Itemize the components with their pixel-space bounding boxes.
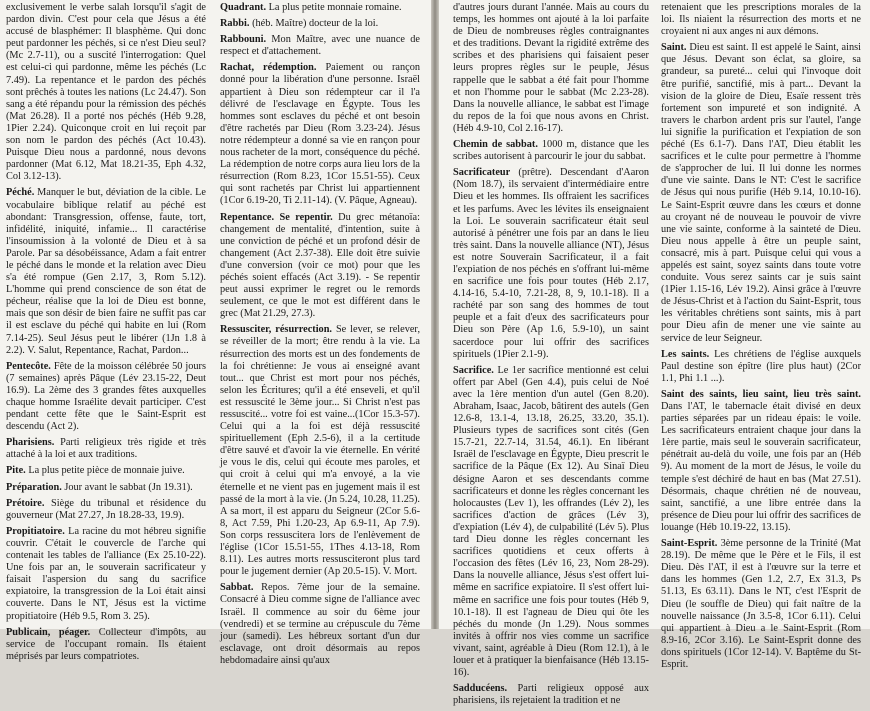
entry-definition: Les chrétiens de l'église auxquels Paul destine son épître (lire plus haut) (2Cor 1.1, Phi 1.1 ...). [661,348,861,384]
entry-definition: Se lever, se relever, se réveiller de la mort; être rendu à la vie. La résurrection des morts est un des fondements de la foi chrétienne: Je vous ai enseigné avant tout... que Christ est mort pour nos péchés, selon les Écritures; qu'il a été enseveli, et qu'il est ressuscité le 3ème jour... Si Christ n'est pas ressuscité... votre foi est vaine...(1Cor 15.3-57). Celui qui a la foi est déjà ressuscité spirituellement (Eph 2.5-6), il a la certitude d'être sauvé et d'avoir la vie éternelle. En vérité je vous le dis, celui qui écoute mes paroles, et qui croit à celui qui m'a envoyé, a la vie éternelle et ne vient pas en jugement mais il est passé de la mort à la vie. (Jn 5.24, 10.28, 11.25). A sa mort, il est apparu du Seigneur (2Cor 5.6-8, Act 7.59, Phi 1.20-23, Ap 6.9-11, Ap 7.9). Son corps ressuscitera lors de l'enlèvement de l'église (1Cor 15.51-55, 1Thes 4.13-18, Rom 8.11). Les autres morts ressusciteront plus tard pour le jugement dernier (Ap 20.5-15). V. Mort. [220,324,421,578]
entry-term: Repentance. Se repentir. [220,211,333,223]
entry-definition: Parti religieux très rigide et très attaché à la loi et aux traditions. [6,437,206,461]
entry-term: Sabbat. [220,582,254,594]
glossary-entry [6,465,206,477]
glossary-entry [220,2,420,14]
entry-term: Saint. [661,42,687,54]
glossary-entry [6,526,206,623]
left-page-column-1 [6,2,206,667]
entry-definition: Jour avant le sabbat (Jn 19.31). [64,481,193,493]
entry-definition: La plus petite pièce de monnaie juive. [28,465,185,477]
glossary-entry [661,42,861,344]
glossary-entry [661,2,861,38]
entry-term: Rachat, rédemption. [220,62,317,74]
glossary-entry [661,389,861,534]
glossary-entry [453,2,649,135]
glossary-entry [453,683,649,707]
glossary-entry [220,324,420,578]
left-page [0,0,431,666]
entry-term: Péché. [6,187,35,199]
entry-definition: Dieu est saint. Il est appelé le Saint, ainsi que Jésus. Devant son éclat, sa gloire, sa grandeur, sa pureté... celui qui l'invoque doit être purifié, sanctifié, mis à part... Devant la vision de la gloire de Dieu, Esaïe ressent très fortement son impureté et son indignité. A travers le charbon ardent pris sur l'autel, l'ange lui signifie la purification et l'expiation de son péché (Es 6.1-7). Dans l'AT, Dieu établit les sacrifices et le culte pour permettre à l'homme de s'approcher de lui. Il lui donne les normes d'une vie sainte. Dans le NT: C'est le sacrifice de Jésus qui nous purifie (Héb 9.14, 10.10-16). Le Saint-Esprit œuvre dans les cœurs et donne au croyant né de nouveau le pouvoir de vivre une vie sainte, conforme à la sainteté de Dieu. Dieu nous appelle à être un peuple saint, consacré, mis à part. Puisque celui qui vous a appelés est saint, soyez saints dans toute votre conduite. Vous serez saints car je suis saint (1Pier 1.15-16, Lév 19.2). Ainsi grâce à l'œuvre de Jésus-Christ et à l'action du Saint-Esprit, tous les véritables chrétiens sont saints, mis à part pour Dieu afin de mener une vie sainte au service de leur Seigneur. [661,42,861,344]
entry-definition: retenaient que les prescriptions morales de la loi. Ils niaient la résurrection des morts et ne croyaient ni aux anges ni aux démons. [661,2,861,38]
entry-definition: (prêtre). Descendant d'Aaron (Nom 18.7), ils servaient d'intermédiaire entre Dieu et les hommes. Ils offraient les sacrifices et les parfums. Avec les lévites ils enseignaient la Loi. Le souverain sacrificateur était seul autorisé à pénétrer une fois par an dans le lieu très saint. Dans la nouvelle alliance (NT), Jésus est notre Souverain Sacrificateur, il a fait l'expiation de nos péchés en s'offrant lui-même en sacrifice une fois pour toutes (Héb 2.17, 4.14-16, 5.4-10, 7.21-28, 8, 9, 10.1-18). Il a rachété par son sang des hommes de tout peuple et a fait d'eux des sacrificateurs pour Dieu son Père (Ap 1.6, 5.9-10), un saint sacerdoce pour lui offrir des sacrifices spirituels (1Pier 2.1-9). [453,167,649,360]
glossary-entry [6,187,206,356]
entry-definition: Siège du tribunal et résidence du gouverneur (Mat 27.27, Jn 18.28-33, 19.9). [6,497,206,521]
glossary-entry [6,2,206,183]
glossary-entry [6,627,206,663]
entry-term: Sacrificateur [453,167,511,179]
glossary-entry [6,498,206,522]
entry-definition: 3ème personne de la Trinité (Mat 28.19). De même que le Père et le Fils, il est Dieu. Dès l'AT, il est à l'œuvre sur la terre et dans les hommes (Gen 1.2, 2.7, Ex 31.3, Ps 51.13, Es 63.11). Dans le NT, c'est l'Esprit de Dieu (le souffle de Dieu) qui fait naître de la nouvelle naissance (Jn 3.5-8, 1Cor 6.11). Celui qui appartient à Dieu a le Saint-Esprit (Rom 8.9-16, 2Cor 3.16). Le Saint-Esprit donne des dons spirituels (1Cor 12-14). V. Baptême du St-Esprit. [661,538,861,670]
entry-definition: Du grec métanoïa: changement de mentalité, d'intention, suite à une conviction de péché et un profond désir de changement (Act 2.37-38). Elle doit être suivie d'une conversion (voir ce mot) pour que les péchés soient effacés (Act 3.19). - Se repentir peut aussi exprimer le regret ou le remords seulement, ce que le mot est différent dans le grec (Mat 21.29, 27.3). [220,211,420,320]
entry-definition: exclusivement le verbe salah lorsqu'il s'agit de pardon divin. C'est pour cela que Jésus a été accusé de blasphémer: Il blasphème. Qui donc peut pardonner les péchés, si ce n'est Dieu seul? (Mc 2.7-11), ou a suscité l'interrogation: Quel est celui-ci qui pardonne, même les péchés (Lc 7.49). La repentance et le pardon des péchés sont prêchés à toutes les nations (Lc 24.47). Son sang a été répandu pour la rémission des péchés (Mat 26.28). Il a porté nos péchés (Héb 9.28, 1Pier 2.24). Quiconque croit en lui reçoit par son nom le pardon des péchés (Act 10.43). Puisque Dieu nous a pardonné, nous devons pardonner (Mat 6.12, Mat 18.21-35, Eph 4.32, Col 3.12-13). [6,2,206,183]
entry-definition: La racine du mot hébreu signifie couvrir. C'était le couvercle de l'arche qui contenait les tables de l'alliance (Ex 25.10-22). Une fois par an, le souverain sacrificateur y faisait l'aspersion du sang du sacrifice expiatoire, la transgression de la Loi était ainsi couverte. Dans le NT, Jésus est la victime propitiatoire (Héb 9.5, Rom 3. 25). [6,525,206,622]
entry-definition: Parti religieux opposé aux pharisiens, ils rejetaient la tradition et ne [453,683,650,707]
entry-definition: Repos. 7ème jour de la semaine. Consacré à Dieu comme signe de l'alliance avec Israël. Il commence au soir du 6ème jour (vendredi) et se termine au crépuscule du 7ème jour (samedi). Les hébreux sortant d'un dur esclavage, ont droit désormais au repos hebdomadaire ainsi qu'aux [220,582,420,666]
entry-term: Ressusciter, résurrection. [220,324,333,336]
entry-term: Pentecôte. [6,360,51,372]
entry-term: Pite. [6,465,26,477]
entry-definition: d'autres jours durant l'année. Mais au cours du temps, les hommes ont ajouté à la loi parfaite de Dieu de nombreuses règles contraignantes et des traditions. Devant la rigidité extrême des scribes et des pharisiens qui faisaient peser leurs propres règles sur le peuple, Jésus rappelle que le sabbat a été fait pour l'homme et non l'homme pour le sabbat (Mc 2.23-28). Dans la nouvelle alliance, le sabbat est l'image du repos de la foi que nous avons en Christ. (Héb 4.9-10, Col 2.16-17). [453,2,649,134]
entry-definition: La plus petite monnaie romaine. [268,2,402,13]
book-gutter [431,0,439,629]
entry-term: Saint des saints, lieu saint, lieu très saint. [661,388,861,400]
entry-term: Préparation. [6,481,62,493]
glossary-entry [6,361,206,434]
right-page-column-1 [453,2,649,711]
entry-term: Rabbouni. [220,34,267,46]
right-page-column-2 [661,2,861,675]
left-page-column-2 [220,2,420,671]
entry-term: Les saints. [661,348,710,360]
entry-definition: Fête de la moisson célébrée 50 jours (7 semaines) après Pâque (Lév 23.15-22, Deut 16.9). La 2ème des 3 grandes fêtes auxquelles chaque homme Israélite devait participer. C'est pendant cette fête que le Saint-Esprit est descendu (Act 2). [6,360,206,433]
right-page [439,0,870,707]
entry-term: Propitiatoire. [6,525,65,537]
entry-definition: Le 1er sacrifice mentionné est celui offert par Abel (Gen 4.4), puis celui de Noé avec la 1ère mention d'un autel (Gen 8.20). Abraham, Isaac, Jacob, bâtirent des autels (Gen 12.6-8, 13.1-4, 13.18, 26.25, 33.20, 35.1). Plusieurs types de sacrifices sont cités (Gen 15.7-21, 22.7-14, 31.54, 46.1). En libérant Israël de l'esclavage en Égypte, Dieu prescrit le sacrifice de la Pâque (Ex 12). Au Sinaï Dieu désigne Aaron et ses descendants comme sacrificateurs et donne les règles concernant les holocaustes (Lev 1), les offrandes (Lév 2), les sacrifices d'action de grâces (Lév 3), d'expiation (Lév 4), de culpabilité (Lév 5). Plus tard Dieu donne les règles concernant les sacrifices quotidiens et ceux offerts à l'occasion des fêtes (Lév 16, 23, Nom 28-29). Dans la nouvelle alliance, Jésus s'est offert lui-même en sacrifice expiatoire. Il s'est offert lui-même en sacrifice une fois pour toutes (Héb 9, 10.1-18). Il est l'agneau de Dieu qui ôte les péchés du monde (Jn 1.29). Nous sommes invités à offrir nos vies comme un sacrifice vivant, saint, agréable à Dieu (Rom 12.1), à le louer et à pratiquer la bienfaisance (Héb 13.15-16). [453,364,649,679]
entry-definition: Paiement ou rançon donné pour la libération d'une personne. Israël appartient à Dieu son rédempteur car il l'a délivré de l'esclavage en Égypte. Tous les hommes sont esclaves du péché et ont besoin d'être rachetés par Dieu (Rom 3.23-24). Jésus notre rédempteur a donné sa vie en rançon pour nous racheter de la mort, conséquence du péché. La rédemption de notre corps aura lieu lors de la résurrection (Rom 8.23, 1Cor 15.51-55). Ceux qui sont rachetés par Christ lui appartiennent (1Cor 6.19-20, Ti 2.11-14). (V. Pâque, Agneau). [220,62,421,207]
glossary-entry [220,582,420,667]
entry-definition: (héb. Maître) docteur de la loi. [252,18,379,30]
entry-definition: Dans l'AT, le tabernacle était divisé en deux parties séparées par un rideau épais: le voile. Les sacrificateurs entraient chaque jour dans la 1ère partie, mais seul le souverain sacrificateur, pénétrait au-delà du voile, une fois par an (Héb 9). Au moment de la mort de Jésus, le voile du temple s'est déchiré de haut en bas (Mat 27.51). Désormais, chaque chrétien né de nouveau, saint, sanctifié, a une libre entrée dans la présence de Dieu pour lui offrir des sacrifices de louange (Héb 10.19-22, 13.15). [661,401,861,533]
glossary-entry [6,437,206,461]
glossary-entry [661,349,861,385]
entry-term: Quadrant. [220,2,267,13]
entry-term: Chemin de sabbat. [453,139,538,151]
glossary-entry [220,62,420,207]
entry-term: Saint-Esprit. [661,538,718,550]
entry-definition: 1000 m, distance que les scribes autorisent à parcourir le jour du sabbat. [453,139,649,163]
glossary-entry [220,18,420,30]
glossary-entry [220,34,420,58]
glossary-entry [661,538,861,671]
glossary-entry [453,139,649,163]
entry-term: Publicain, péager. [6,626,91,638]
entry-definition: Collecteur d'impôts, au service de l'occupant romain. Ils étaient méprisés par leurs compatriotes. [6,626,206,662]
glossary-entry [220,212,420,321]
entry-term: Pharisiens. [6,437,55,449]
entry-definition: Manquer le but, déviation de la cible. Le vocabulaire biblique relatif au péché est abondant: Transgression, offense, faute, tort, infidélité, iniquité, infamie... Il caractérise l'insoumission à la volonté de Dieu et à sa Parole. Par sa désobéissance, Adam a fait entrer le péché dans le monde et la relation avec Dieu s'a été rompue (Gen 2.17, 3, Rom 5.12). L'homme qui prend conscience de son état de pécheur, réalise que la loi de Dieu est bonne, mais que son désir de bien faire ne suffit pas car il est esclave du péché qui habite en lui (Rom 7.14-25). Seul Jésus peut le libérer (1Jn 1.8 à 2.2). V. Salut, Repentance, Rachat, Pardon... [6,187,207,356]
glossary-entry [453,167,649,361]
entry-term: Sadducéens. [453,683,508,695]
glossary-entry [453,365,649,679]
entry-term: Sacrifice. [453,364,494,376]
entry-term: Prétoire. [6,497,45,509]
entry-definition: Mon Maître, avec une nuance de respect et d'attachement. [220,34,420,58]
glossary-entry [6,482,206,494]
entry-term: Rabbi. [220,18,250,30]
